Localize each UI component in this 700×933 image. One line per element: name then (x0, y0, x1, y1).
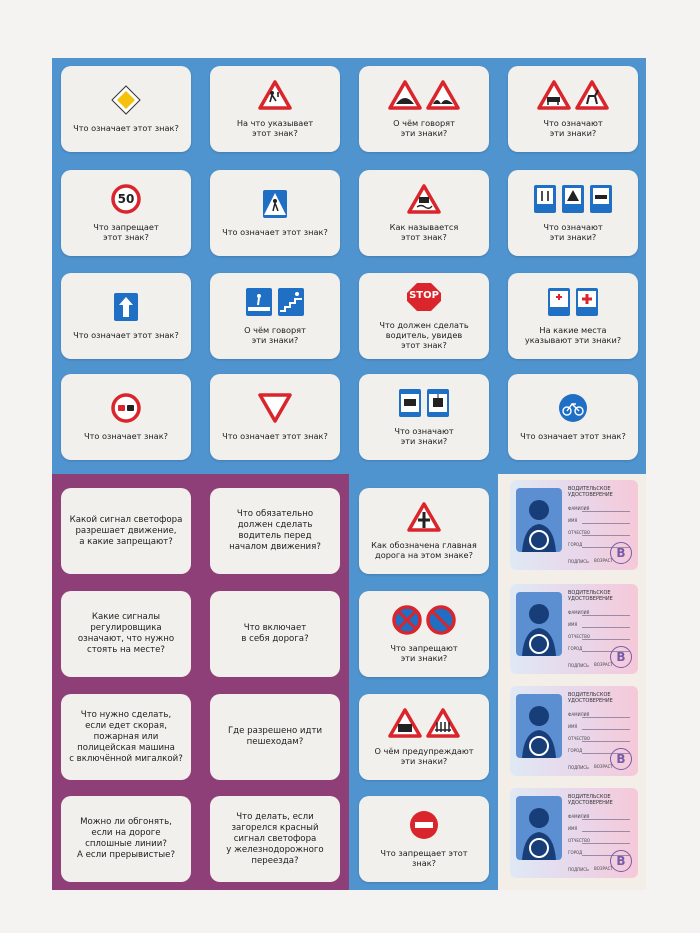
sign-card (359, 374, 489, 460)
card-text: Что означает знак? (83, 431, 168, 441)
license-field-label: ГОРОД (568, 646, 583, 651)
sign-card (61, 273, 191, 359)
license-title: ВОДИТЕЛЬСКОЕ УДОСТОВЕРЕНИЕ (568, 692, 613, 704)
camping-sign-icon (561, 184, 585, 218)
license-field-label: ГОРОД (568, 850, 583, 855)
field-line (582, 523, 630, 524)
license-field-label: ОТЧЕСТВО (568, 838, 590, 843)
field-line (582, 741, 630, 742)
license-title: ВОДИТЕЛЬСКОЕ УДОСТОВЕРЕНИЕ (568, 486, 613, 498)
card-text: Что нужно сделать, если едет скорая, пожарная или полицейская машина с включённой мигалкой? (69, 709, 183, 764)
driver-silhouette-icon (516, 488, 562, 552)
card-text: Что запрещает этот знак? (93, 222, 159, 242)
driver-license-card (510, 686, 638, 776)
license-category-badge: B (610, 748, 632, 770)
no-stopping-sign-icon (392, 605, 422, 639)
sign-group (113, 292, 139, 326)
bicycle-path-sign-icon (558, 393, 588, 427)
card-text: Что означают эти знаки? (543, 118, 603, 138)
field-line (582, 843, 630, 844)
no-parking-sign-icon (426, 605, 456, 639)
license-title: ВОДИТЕЛЬСКОЕ УДОСТОВЕРЕНИЕ (568, 590, 613, 602)
bottom-sign-card (359, 591, 489, 677)
license-field-label: ИМЯ (568, 622, 578, 627)
sign-card (210, 66, 340, 152)
card-text: Что означают эти знаки? (394, 426, 454, 446)
one-way-sign-icon (113, 292, 139, 326)
question-card (61, 796, 191, 882)
license-field-label: ФАМИЛИЯ (568, 814, 590, 819)
license-field-label: ГОРОД (568, 748, 583, 753)
slippery-road-sign-icon (407, 184, 441, 218)
card-text: Как обозначена главная дорога на этом знаке? (371, 540, 477, 560)
pedestrian-crossing-sign-icon (262, 189, 288, 223)
food-sign-icon (533, 184, 557, 218)
field-line (582, 717, 630, 718)
license-field-label: ИМЯ (568, 518, 578, 523)
sign-card (210, 273, 340, 359)
question-card (210, 488, 340, 574)
card-text: О чём говорят эти знаки? (244, 325, 306, 345)
sign-card (210, 374, 340, 460)
license-age-label: ВОЗРАСТ (594, 662, 613, 667)
license-field-label: ИМЯ (568, 826, 578, 831)
card-text: Что обязательно должен сделать водитель перед началом движения? (229, 509, 321, 552)
sign-card (61, 374, 191, 460)
driver-license-card (510, 584, 638, 674)
card-text: Что означает этот знак? (222, 227, 328, 237)
license-field-label: ФАМИЛИЯ (568, 506, 590, 511)
tram-stop-sign-icon (426, 388, 450, 422)
sign-card (508, 273, 638, 359)
license-sign-label: ПОДПИСЬ (568, 867, 589, 872)
railway-crossing-sign-icon (388, 708, 422, 742)
field-line (582, 615, 630, 616)
sign-card (508, 66, 638, 152)
license-age-label: ВОЗРАСТ (594, 558, 613, 563)
stop-sign-icon (404, 282, 444, 316)
field-line (582, 511, 630, 512)
license-sign-label: ПОДПИСЬ (568, 559, 589, 564)
license-sign-label: ПОДПИСЬ (568, 663, 589, 668)
card-text: Что означают эти знаки? (543, 222, 603, 242)
card-text: Где разрешено идти пешеходам? (227, 726, 323, 747)
bottom-sign-card (359, 488, 489, 574)
sign-group (407, 502, 441, 536)
card-text: Что запрещают эти знаки? (390, 643, 458, 663)
license-field-label: ОТЧЕСТВО (568, 634, 590, 639)
question-card (61, 591, 191, 677)
driver-license-card (510, 480, 638, 570)
question-card (210, 591, 340, 677)
card-text: На какие места указывают эти знаки? (524, 325, 622, 345)
field-line (582, 535, 630, 536)
driver-silhouette-icon (516, 796, 562, 860)
wild-animals-sign-icon (575, 80, 609, 114)
sign-group (407, 184, 441, 218)
question-card (210, 796, 340, 882)
first-aid-sign-icon (575, 287, 599, 321)
bottom-sign-card (359, 694, 489, 780)
question-card (61, 488, 191, 574)
sign-card (508, 170, 638, 256)
uneven-road-sign-icon (426, 80, 460, 114)
driver-license-card (510, 788, 638, 878)
field-line (582, 729, 630, 730)
card-text: О чём предупреждают эти знаки? (374, 746, 474, 766)
sign-group (245, 287, 305, 321)
overpass-sign-icon (277, 287, 305, 321)
sign-group (558, 393, 588, 427)
card-text: Что означает этот знак? (222, 431, 328, 441)
sign-group (111, 85, 141, 119)
hospital-sign-icon (547, 287, 571, 321)
sign-group (392, 605, 456, 639)
sign-card (359, 170, 489, 256)
license-age-label: ВОЗРАСТ (594, 866, 613, 871)
cattle-sign-icon (537, 80, 571, 114)
sign-group (547, 287, 599, 321)
question-card (61, 694, 191, 780)
license-category-badge: B (610, 542, 632, 564)
sign-card (359, 273, 489, 359)
intersection-sign-icon (407, 502, 441, 536)
sign-group (409, 810, 439, 844)
sign-group (533, 184, 613, 218)
card-text: Что означает этот знак? (520, 431, 626, 441)
sign-card (359, 66, 489, 152)
sign-group (404, 282, 444, 316)
license-category-badge: B (610, 646, 632, 668)
sign-label: 50 (117, 192, 135, 206)
no-overtaking-sign-icon (111, 393, 141, 427)
license-field-label: ФАМИЛИЯ (568, 610, 590, 615)
license-field-label: ГОРОД (568, 542, 583, 547)
card-text: Что должен сделать водитель, увидев этот знак? (379, 320, 469, 350)
license-title: ВОДИТЕЛЬСКОЕ УДОСТОВЕРЕНИЕ (568, 794, 613, 806)
field-line (582, 627, 630, 628)
yield-sign-icon (258, 393, 292, 427)
license-field-label: ИМЯ (568, 724, 578, 729)
speed-limit-sign-icon (111, 184, 141, 218)
field-line (582, 831, 630, 832)
bus-stop-sign-icon (398, 388, 422, 422)
card-text: Как называется этот знак? (389, 222, 459, 242)
card-text: Что запрещает этот знак? (380, 848, 468, 868)
license-sign-label: ПОДПИСЬ (568, 765, 589, 770)
card-text: О чём говорят эти знаки? (393, 118, 455, 138)
driver-silhouette-icon (516, 592, 562, 656)
main-road-sign-icon (111, 85, 141, 119)
sign-group (258, 80, 292, 114)
sign-group (258, 393, 292, 427)
license-age-label: ВОЗРАСТ (594, 764, 613, 769)
card-text: Какие сигналы регулировщика означают, что нужно стоять на месте? (77, 612, 175, 655)
sign-card (61, 66, 191, 152)
no-entry-sign-icon (409, 810, 439, 844)
sign-group (111, 184, 141, 218)
sign-group (398, 388, 450, 422)
barrier-sign-icon (426, 708, 460, 742)
card-text: На что указывает этот знак? (236, 118, 314, 138)
card-text: Что означает этот знак? (73, 330, 179, 340)
sign-group (262, 189, 288, 223)
bottom-sign-card (359, 796, 489, 882)
sign-card (508, 374, 638, 460)
underpass-sign-icon (245, 287, 273, 321)
hotel-sign-icon (589, 184, 613, 218)
sign-card (61, 170, 191, 256)
children-warning-sign-icon (258, 80, 292, 114)
sign-group (537, 80, 609, 114)
question-card (210, 694, 340, 780)
card-text: Можно ли обгонять, если на дороге сплошные линии? А если прерывистые? (76, 817, 176, 860)
field-line (582, 639, 630, 640)
card-text: Что означает этот знак? (73, 123, 179, 133)
sign-group (111, 393, 141, 427)
license-field-label: ОТЧЕСТВО (568, 530, 590, 535)
sign-card (210, 170, 340, 256)
driver-silhouette-icon (516, 694, 562, 758)
card-text: Что включает в себя дорога? (241, 623, 309, 644)
card-text: Что делать, если загорелся красный сигнал светофора у железнодорожного переезда? (226, 811, 324, 866)
license-field-label: ОТЧЕСТВО (568, 736, 590, 741)
sign-label: STOP (409, 290, 439, 301)
sign-group (388, 708, 460, 742)
card-text: Какой сигнал светофора разрешает движение, а какие запрещают? (69, 514, 183, 547)
sign-group (388, 80, 460, 114)
license-category-badge: B (610, 850, 632, 872)
license-field-label: ФАМИЛИЯ (568, 712, 590, 717)
speed-bump-sign-icon (388, 80, 422, 114)
field-line (582, 819, 630, 820)
